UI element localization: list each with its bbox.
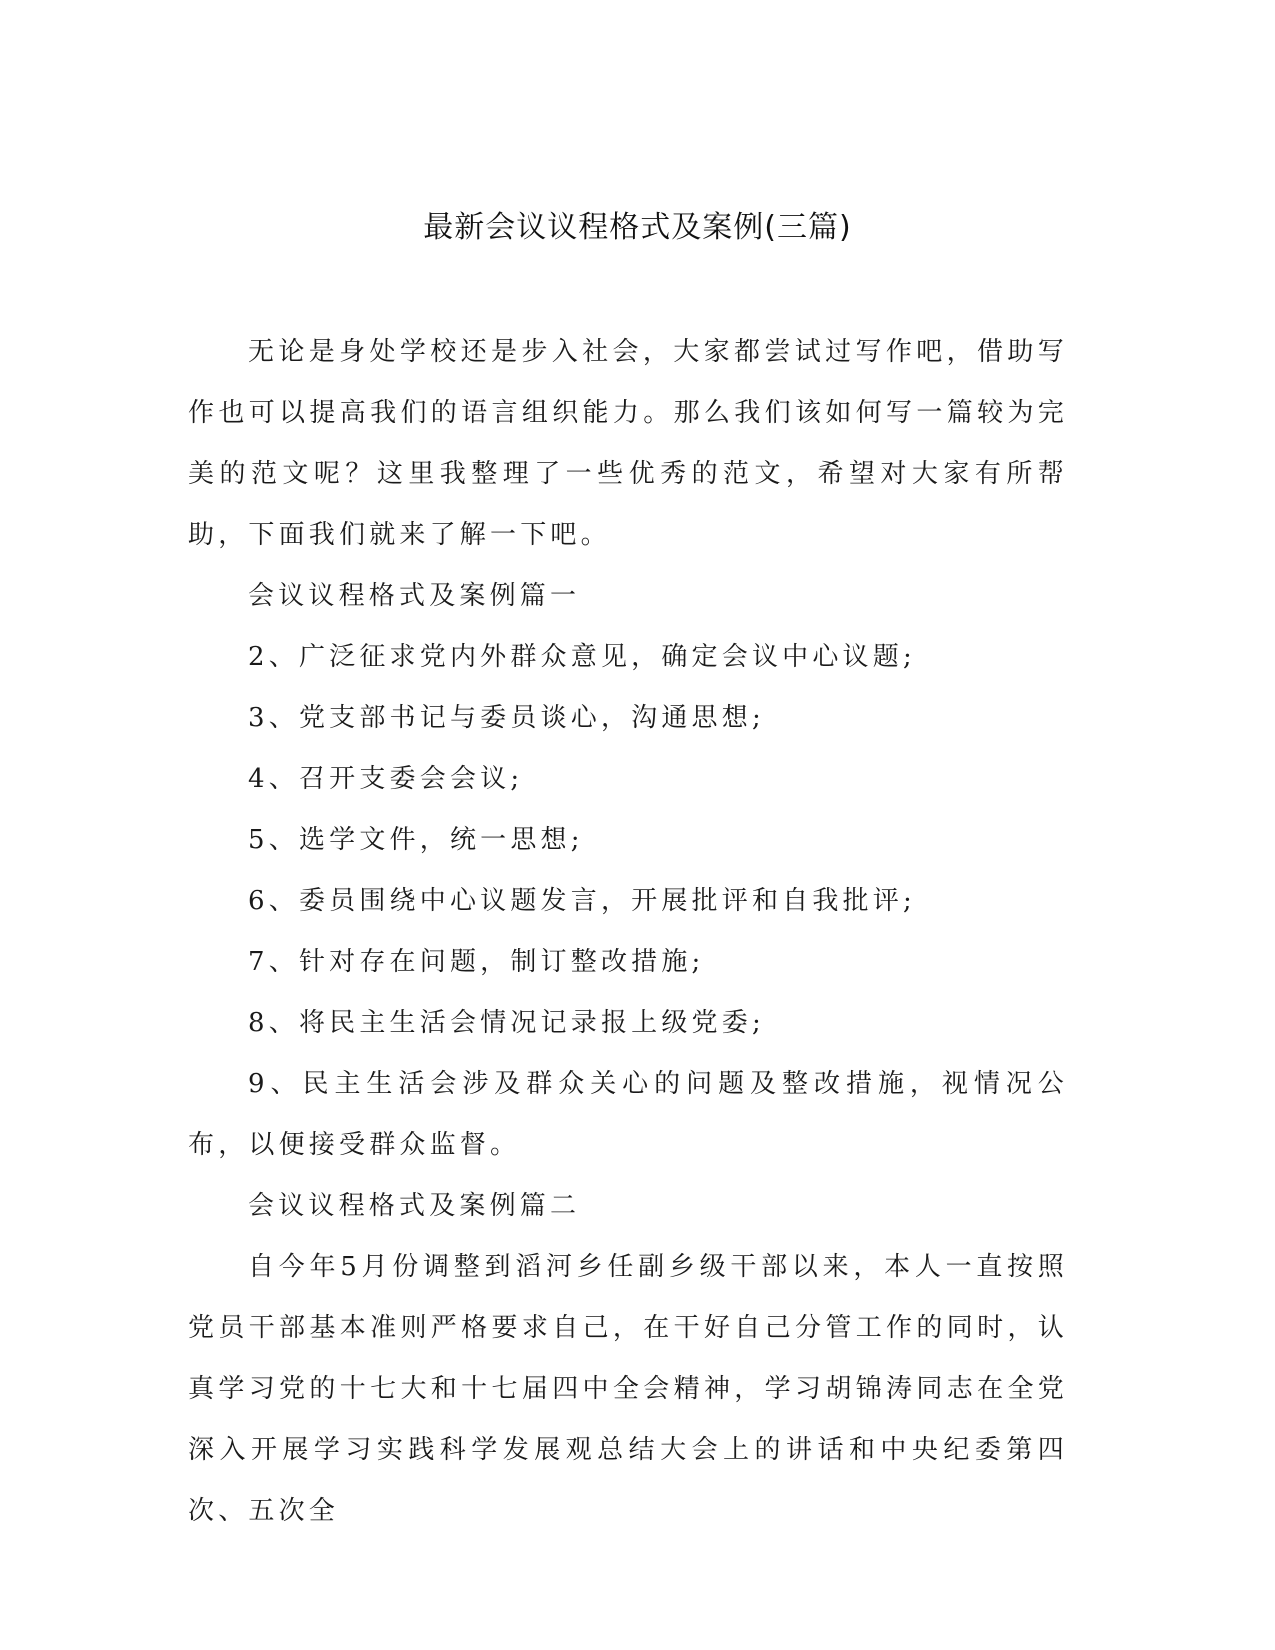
body-paragraph: 自今年5月份调整到滔河乡任副乡级干部以来，本人一直按照党员干部基本准则严格要求自己，在干好自己分管工作的同时，认真学习党的十七大和十七届四中全会精神，学习胡锦涛同志在全党深入开展学习实践科学发展观总结大会上的讲话和中央纪委第四次、五次全 [188,1252,1068,1526]
intro-paragraph: 无论是身处学校还是步入社会，大家都尝试过写作吧，借助写作也可以提高我们的语言组织能力。那么我们该如何写一篇较为完美的范文呢？这里我整理了一些优秀的范文，希望对大家有所帮助，下面我们就来了解一下吧。 [188,337,1068,550]
list-item: 8、将民主生活会情况记录报上级党委; [248,1008,765,1038]
document-title: 最新会议议程格式及案例(三篇) [423,210,852,245]
section-heading-one: 会议议程格式及案例篇一 [248,581,581,611]
section-heading-two: 会议议程格式及案例篇二 [248,1191,581,1221]
list-item: 3、党支部书记与委员谈心，沟通思想; [248,703,765,733]
list-item: 4、召开支委会会议; [248,764,524,794]
document-body [188,322,1068,1542]
list-item: 6、委员围绕中心议题发言，开展批评和自我批评; [248,886,916,916]
list-item: 5、选学文件，统一思想; [248,825,584,855]
list-item: 2、广泛征求党内外群众意见，确定会议中心议题; [248,642,916,672]
list-item: 9、民主生活会涉及群众关心的问题及整改措施，视情况公布，以便接受群众监督。 [188,1069,1068,1160]
list-item: 7、针对存在问题，制订整改措施; [248,947,705,977]
